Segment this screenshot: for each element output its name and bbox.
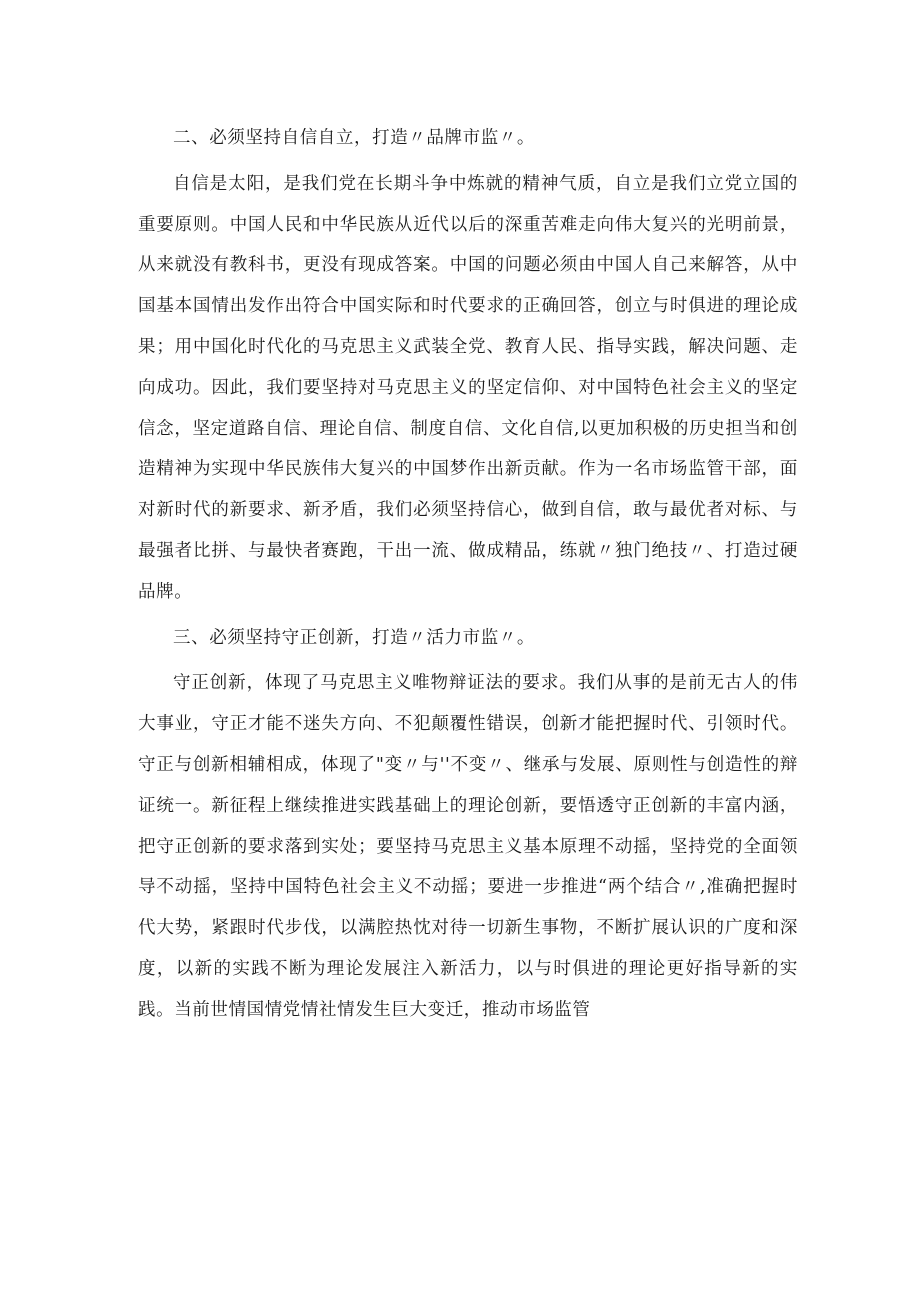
section-heading-2: 二、必须坚持自信自立，打造〃品牌市监〃。 — [173, 128, 535, 148]
document-body — [138, 118, 798, 1036]
section-paragraph-2: 自信是太阳，是我们党在长期斗争中炼就的精神气质，自立是我们立党立国的重要原则。中国人民和中华民族从近代以后的深重苦难走向伟大复兴的光明前景，从来就没有教科书，更没有现成答案。中国的问题必须由中国人自己来解答，从中国基本国情出发作出符合中国实际和时代要求的正确回答，创立与时俱进的理论成果；用中国化时代化的马克思主义武装全党、教育人民、指导实践，解决问题、走向成功。因此，我们要坚持对马克思主义的坚定信仰、对中国特色社会主义的坚定信念，坚定道路自信、理论自信、制度自信、文化自信,以更加积极的历史担当和创造精神为实现中华民族伟大复兴的中国梦作出新贡献。作为一名市场监管干部，面对新时代的新要求、新矛盾，我们必须坚持信心，做到自信，敢与最优者对标、与最强者比拼、与最快者赛跑，干出一流、做成精品，练就〃独门绝技〃、打造过硬品牌。 — [138, 173, 798, 602]
section-paragraph-3: 守正创新，体现了马克思主义唯物辩证法的要求。我们从事的是前无古人的伟大事业，守正才能不迷失方向、不犯颠覆性错误，创新才能把握时代、引领时代。守正与创新相辅相成，体现了"变〃与''不变〃、继承与发展、原则性与创造性的辩证统一。新征程上继续推进实践基础上的理论创新，要悟透守正创新的丰富内涵，把守正创新的要求落到实处；要坚持马克思主义基本原理不动摇，坚持党的全面领导不动摇，坚持中国特色社会主义不动摇；要进一步推进“两个结合〃,准确把握时代大势，紧跟时代步伐，以满腔热忱对待一切新生事物，不断扩展认识的广度和深度，以新的实践不断为理论发展注入新活力，以与时俱进的理论更好指导新的实践。当前世情国情党情社情发生巨大变迁，推动市场监管 — [138, 673, 798, 1020]
section-heading-3: 三、必须坚持守正创新，打造〃活力市监〃。 — [173, 627, 535, 648]
